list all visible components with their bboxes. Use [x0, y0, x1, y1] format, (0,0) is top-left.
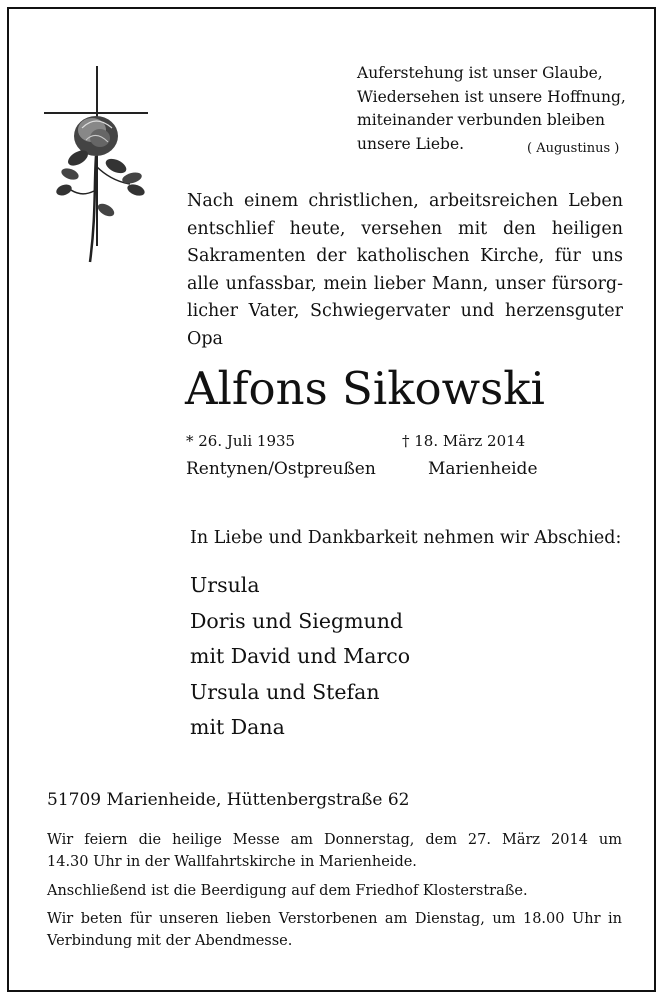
intro-line: licher Vater, Schwiegervater und herzensguter	[187, 301, 623, 321]
poem-line: Auferstehung ist unser Glaube,	[357, 64, 603, 82]
death-date: † 18. März 2014	[402, 432, 526, 450]
mourner: Doris und Siegmund	[190, 608, 404, 633]
mass-line: 14.30 Uhr in der Wallfahrtskirche in Marienheide.	[47, 853, 417, 870]
intro-line: entschlief heute, versehen mit den heiligen	[187, 218, 623, 239]
poem-line: miteinander verbunden bleiben	[357, 111, 605, 129]
intro-line: Sakramenten der katholischen Kirche, für uns	[187, 246, 623, 266]
cross-rose-icon	[44, 66, 154, 266]
mourners-list	[190, 568, 410, 746]
deceased-name: Alfons Sikowski	[185, 362, 545, 415]
birth-place: Rentynen/Ostpreußen	[186, 459, 376, 479]
burial-line: Anschließend ist die Beerdigung auf dem Friedhof Klosterstraße.	[47, 883, 528, 899]
farewell-text: In Liebe und Dankbarkeit nehmen wir Abschied:	[190, 528, 622, 548]
mourner: mit David und Marco	[190, 644, 411, 668]
intro-line: Opa	[187, 328, 223, 349]
prayer-info	[47, 909, 622, 952]
intro-line: alle unfassbar, mein lieber Mann, unser fürsorg-	[187, 273, 623, 294]
birth-date: * 26. Juli 1935	[186, 432, 296, 450]
prayer-line: Verbindung mit der Abendmesse.	[47, 932, 293, 949]
intro-line: Nach einem christlichen, arbeitsreichen Leben	[187, 191, 623, 211]
mass-info	[47, 830, 622, 873]
mourner: Ursula	[190, 573, 260, 597]
poem-author: ( Augustinus )	[527, 141, 620, 156]
mass-line: Wir feiern die heilige Messe am Donnerstag, dem 27. März 2014 um	[47, 832, 622, 848]
prayer-line: Wir beten für unseren lieben Verstorbenen am Dienstag, um 18.00 Uhr in	[47, 911, 622, 927]
burial-info	[47, 881, 622, 903]
intro-text	[187, 188, 623, 353]
poem-line: unsere Liebe.	[357, 134, 465, 153]
poem-line: Wiedersehen ist unsere Hoffnung,	[357, 87, 626, 106]
address: 51709 Marienheide, Hüttenbergstraße 62	[47, 790, 410, 810]
death-place: Marienheide	[428, 459, 538, 479]
mourner: Ursula und Stefan	[190, 679, 380, 704]
mourner: mit Dana	[190, 715, 285, 739]
